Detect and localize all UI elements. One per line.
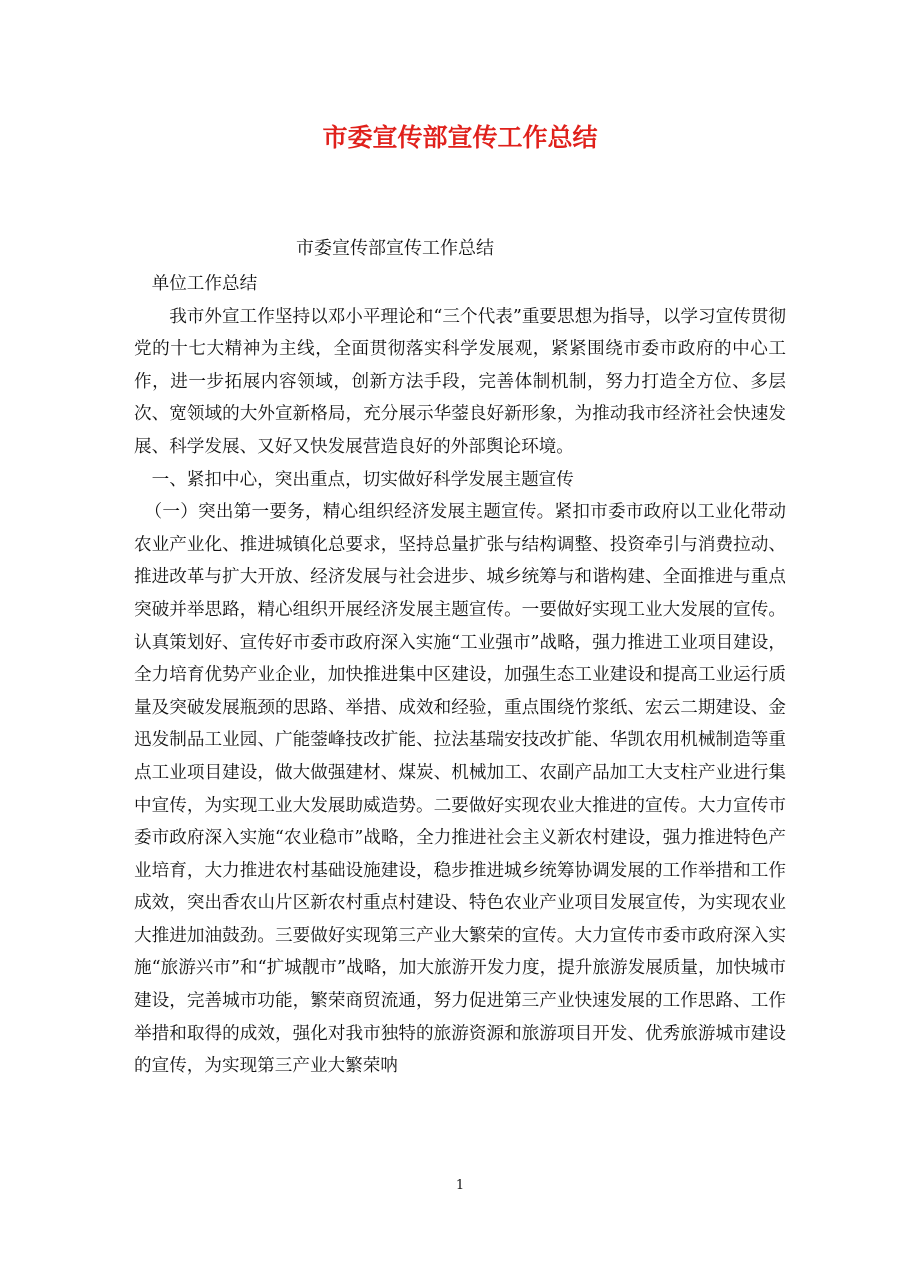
body-paragraph: （一）突出第一要务，精心组织经济发展主题宣传。紧扣市委市政府以工业化带动农业产业化、推进城镇化总要求，坚持总量扩张与结构调整、投资牵引与消费拉动、推进改革与扩大开放、经济发展与社会进步、城乡统筹与和谐构建、全面推进与重点突破并举思路，精心组织开展经济发展主题宣传。一要做好实现工业大发展的宣传。认真策划好、宣传好市委市政府深入实施“工业强市”战略，强力推进工业项目建设，全力培育优势产业企业，加快推进集中区建设，加强生态工业建设和提高工业运行质量及突破发展瓶颈的思路、举措、成效和经验，重点围绕竹浆纸、宏云二期建设、金迅发制品工业园、广能蓥峰技改扩能、拉法基瑞安技改扩能、华凯农用机械制造等重点工业项目建设，做大做强建材、煤炭、机械加工、农副产品加工大支柱产业进行集中宣传，为实现工业大发展助威造势。二要做好实现农业大推进的宣传。大力宣传市委市政府深入实施“农业稳市”战略，全力推进社会主义新农村建设，强力推进特色产业培育，大力推进农村基础设施建设，稳步推进城乡统筹协调发展的工作举措和工作成效，突出香农山片区新农村重点村建设、特色农业产业项目发展宣传，为实现农业大推进加油鼓劲。三要做好实现第三产业大繁荣的宣传。大力宣传市委市政府深入实施“旅游兴市”和“扩城靓市”战略，加大旅游开发力度，提升旅游发展质量，加快城市建设，完善城市功能，繁荣商贸流通，努力促进第三产业快速发展的工作思路、工作举措和取得的成效，强化对我市独特的旅游资源和旅游项目开发、优秀旅游城市建设的宣传，为实现第三产业大繁荣呐	[134, 502, 786, 1077]
page-number: 1	[455, 1178, 465, 1193]
section-heading: 一、紧扣中心，突出重点，切实做好科学发展主题宣传	[151, 469, 574, 490]
document-subtitle: 市委宣传部宣传工作总结	[296, 238, 494, 259]
intro-paragraph: 我市外宣工作坚持以邓小平理论和“三个代表”重要思想为指导，以学习宣传贯彻党的十七大精神为主线，全面贯彻落实科学发展观，紧紧围绕市委市政府的中心工作，进一步拓展内容领域，创新方法手段，完善体制机制，努力打造全方位、多层次、宽领域的大外宣新格局，充分展示华蓥良好新形象，为推动我市经济社会快速发展、科学发展、又好又快发展营造良好的外部舆论环境。	[134, 306, 786, 457]
document-body	[134, 268, 786, 1083]
category-label: 单位工作总结	[151, 274, 258, 294]
document-title: 市委宣传部宣传工作总结	[322, 123, 598, 152]
